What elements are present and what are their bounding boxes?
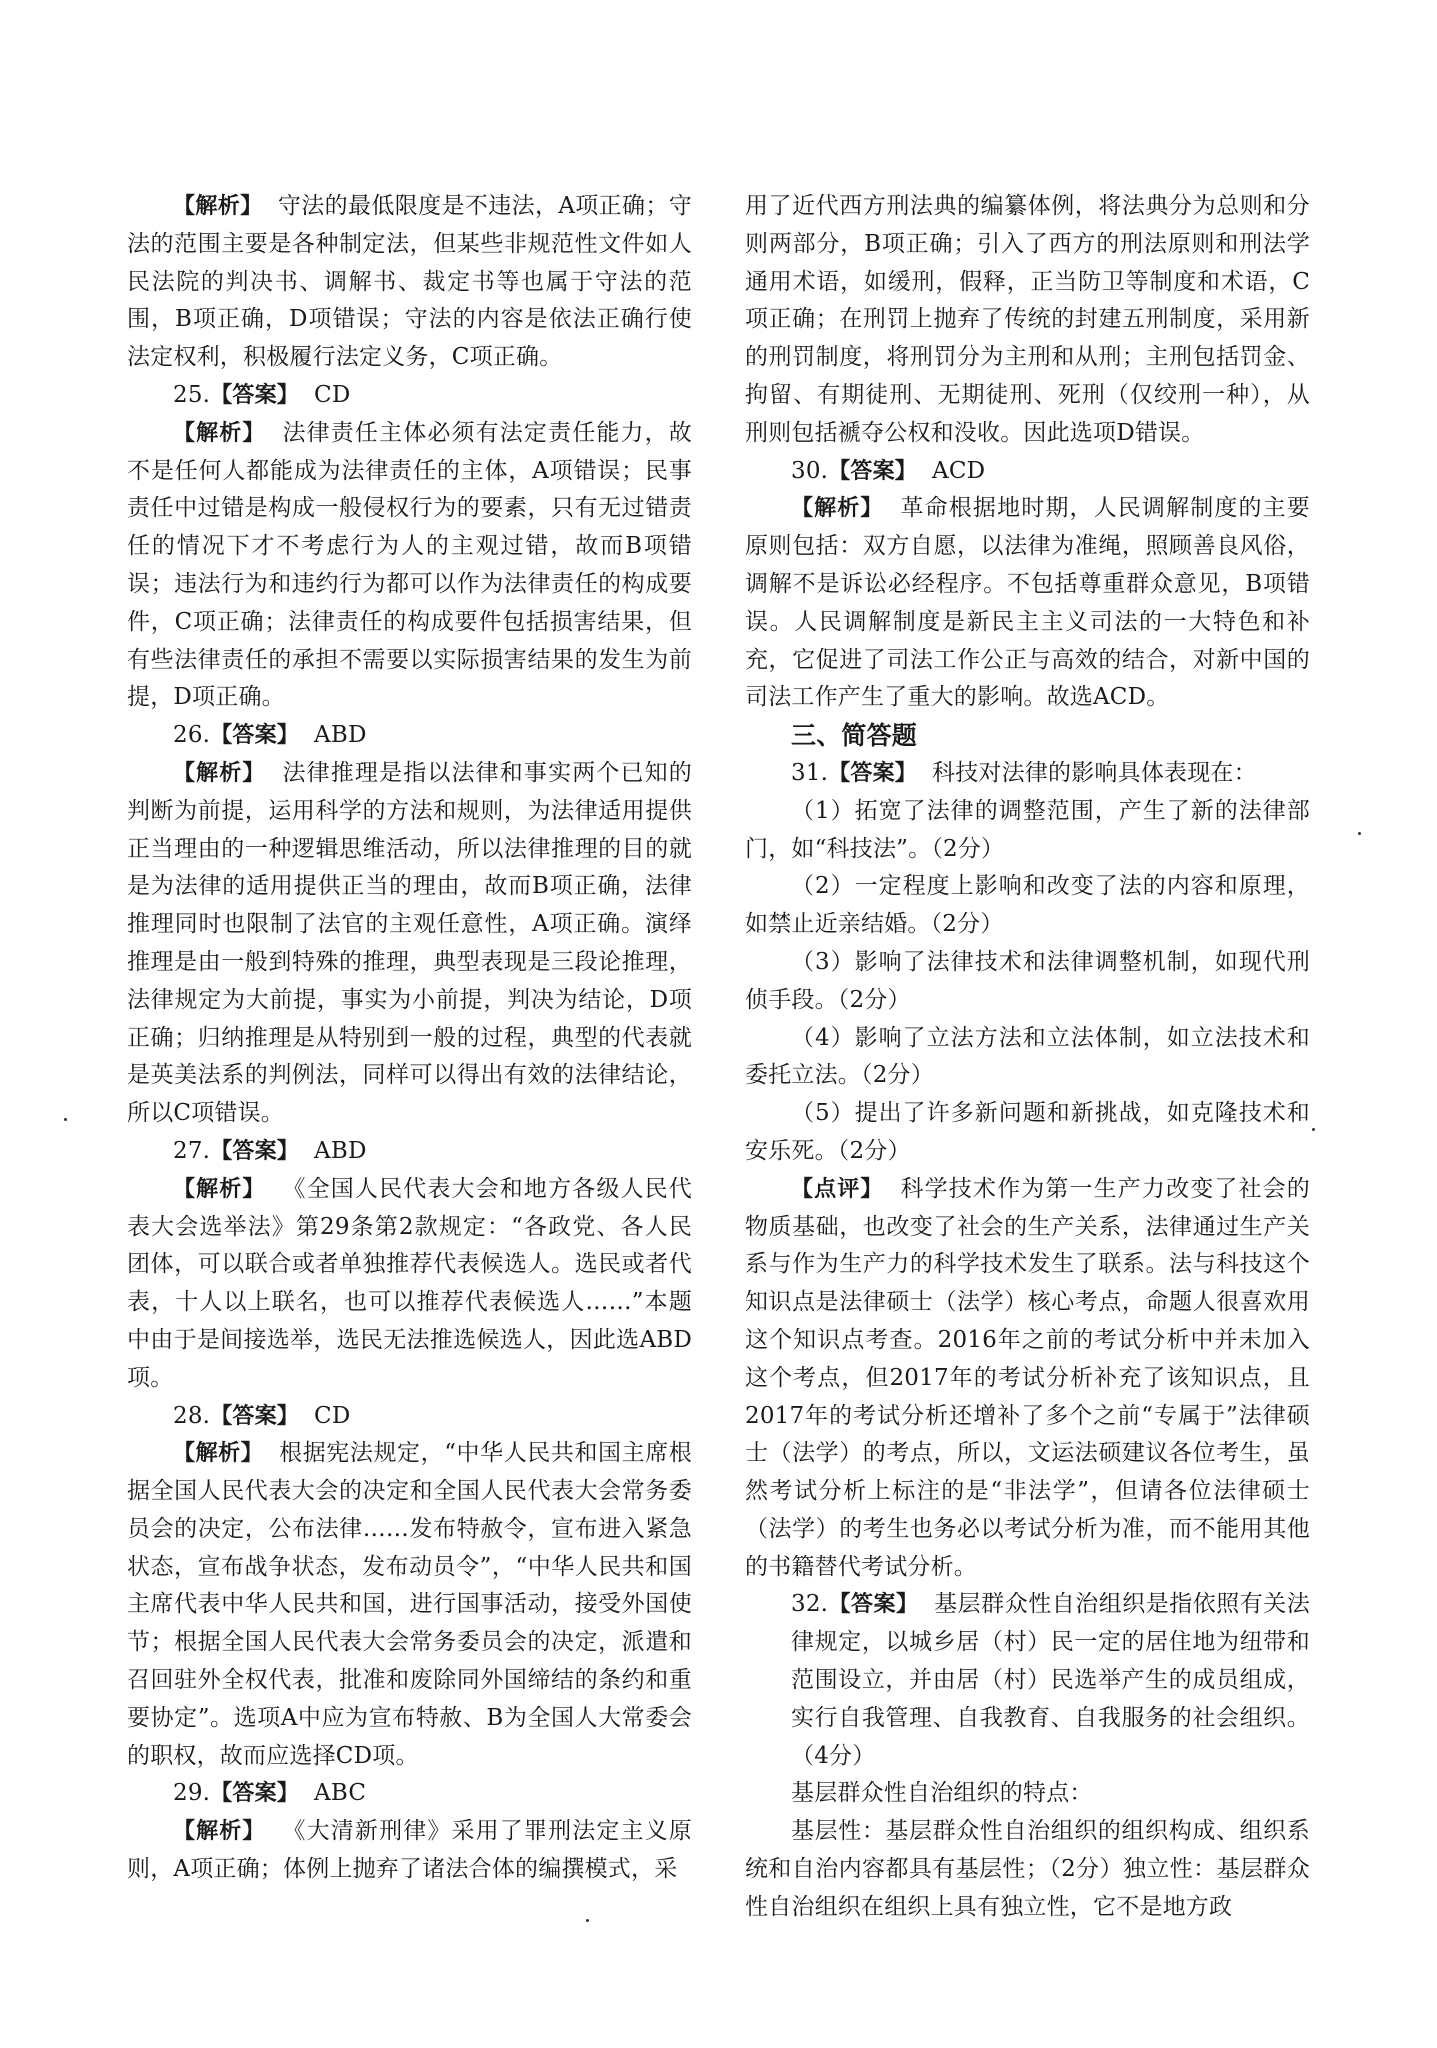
section-title: 三、简答题 [791, 721, 918, 751]
analysis-tag: 【解析】 [173, 1176, 266, 1202]
q25-answer [127, 377, 692, 415]
q28-answer [127, 1398, 692, 1436]
question-number: 31. [791, 759, 829, 786]
answer-value: CD [314, 381, 351, 408]
question-number: 29. [173, 1780, 211, 1807]
q29-analysis-continued: 用了近代西方刑法典的编纂体例，将法典分为总则和分则两部分，B项正确；引入了西方的刑法原则和刑法学通用术语，如缓刑，假释，正当防卫等制度和术语，C项正确；在刑罚上抛弃了传统的封建五刑制度，采用新的刑罚制度，将刑罚分为主刑和从刑；主刑包括罚金、拘留、有期徒刑、无期徒刑、死刑（仅绞刑一种），从刑则包括褫夺公权和没收。因此选项D错误。 [745, 193, 1310, 446]
comment-tag: 【点评】 [791, 1176, 884, 1202]
answer-tag: 【答案】 [210, 1781, 299, 1807]
q30-answer [745, 453, 1310, 491]
q31-comment [745, 1171, 1310, 1587]
q26-analysis [127, 755, 692, 1133]
analysis-tag: 【解析】 [173, 1819, 266, 1845]
q32-answer [745, 1586, 1310, 1775]
answer-tag: 【答案】 [210, 1138, 299, 1164]
answer-value: 科技对法律的影响具体表现在： [932, 759, 1257, 786]
answer-tag: 【答案】 [828, 1592, 919, 1618]
analysis-text: 《大清新刑律》采用了罪刑法定主义原则，A项正确；体例上抛弃了诸法合体的编撰模式，采 [127, 1818, 692, 1883]
answer-tag: 【答案】 [828, 760, 917, 786]
analysis-text: 《全国人民代表大会和地方各级人民代表大会选举法》第29条第2款规定：“各政党、各人民团体，可以联合或者单独推荐代表候选人。选民或者代表，十人以上联名，也可以推荐代表候选人……”本题中由于是间接选举，选民无法推选候选人，因此选ABD项。 [127, 1175, 692, 1391]
q27-answer [127, 1133, 692, 1171]
analysis-text: 法律推理是指以法律和事实两个已知的判断为前提，运用科学的方法和规则，为法律适用提供正当理由的一种逻辑思维活动，所以法律推理的目的就是为法律的适用提供正当的理由，故而B项正确，法律推理同时也限制了法官的主观任意性，A项正确。演绎推理是由一般到特殊的推理，典型表现是三段论推理，法律规定为大前提，事实为小前提，判决为结论，D项正确；归纳推理是从特别到一般的过程，典型的代表就是英美法系的判例法，同样可以得出有效的法律结论，所以C项错误。 [127, 759, 692, 1127]
answer-tag: 【答案】 [828, 458, 917, 484]
q31-item-1: （1）拓宽了法律的调整范围，产生了新的法律部门，如“科技法”。（2分） [745, 797, 1310, 862]
right-column [745, 188, 1310, 1927]
analysis-tag: 【解析】 [173, 194, 263, 219]
analysis-text: 革命根据地时期，人民调解制度的主要原则包括：双方自愿，以法律为准绳，照顾善良风俗，调解不是诉讼必经程序。不包括尊重群众意见，B项错误。人民调解制度是新民主主义司法的一大特色和补充，它促进了司法工作公正与高效的结合，对新中国的司法工作产生了重大的影响。故选ACD。 [745, 495, 1310, 711]
question-number: 28. [173, 1402, 211, 1429]
q30-analysis [745, 490, 1310, 717]
q31-answer [745, 755, 1310, 793]
answer-tag: 【答案】 [210, 1403, 299, 1429]
q29-answer [127, 1775, 692, 1813]
answer-value: ABC [314, 1780, 367, 1807]
analysis-text: 守法的最低限度是不违法，A项正确；守法的范围主要是各种制定法，但某些非规范性文件如人民法院的判决书、调解书、裁定书等也属于守法的范围，B项正确，D项错误；守法的内容是依法正确行使法定权利，积极履行法定义务，C项正确。 [127, 193, 692, 371]
question-number: 27. [173, 1137, 211, 1164]
q31-item-2: （2）一定程度上影响和改变了法的内容和原理，如禁止近亲结婚。（2分） [745, 873, 1310, 938]
q26-answer [127, 717, 692, 755]
analysis-tag: 【解析】 [173, 760, 266, 786]
left-column [127, 188, 692, 1889]
analysis-tag: 【解析】 [173, 420, 266, 446]
q32-features-title: 基层群众性自治组织的特点： [791, 1780, 1093, 1807]
answer-value: ABD [314, 1137, 367, 1164]
answer-tag: 【答案】 [210, 723, 299, 749]
answer-tag: 【答案】 [210, 382, 299, 408]
q28-analysis [127, 1435, 692, 1775]
q27-analysis [127, 1171, 692, 1398]
analysis-text: 法律责任主体必须有法定责任能力，故不是任何人都能成为法律责任的主体，A项错误；民事责任中过错是构成一般侵权行为的要素，只有无过错责任的情况下才不考虑行为人的主观过错，故而B项错误；违法行为和违约行为都可以作为法律责任的构成要件，C项正确；法律责任的构成要件包括损害结果，但有些法律责任的承担不需要以实际损害结果的发生为前提，D项正确。 [127, 419, 692, 711]
scan-speck [64, 1118, 67, 1121]
question-number: 32. [791, 1591, 829, 1618]
q29-analysis [127, 1813, 692, 1889]
answer-value: 基层群众性自治组织是指依照有关法律规定，以城乡居（村）民一定的居住地为纽带和范围设立，并由居（村）民选举产生的成员组成，实行自我管理、自我教育、自我服务的社会组织。（4分） [791, 1591, 1310, 1769]
q31-item-5: （5）提出了许多新问题和新挑战，如克隆技术和安乐死。（2分） [745, 1100, 1310, 1164]
comment-text: 科学技术作为第一生产力改变了社会的物质基础，也改变了社会的生产关系，法律通过生产关系与作为生产力的科学技术发生了联系。法与科技这个知识点是法律硕士（法学）核心考点，命题人很喜欢用这个知识点考查。2016年之前的考试分析中并未加入这个考点，但2017年的考试分析补充了该知识点，且2017年的考试分析还增补了多个之前“专属于”法律硕士（法学）的考点，所以，文运法硕建议各位考生，虽然考试分析上标注的是“非法学”，但请各位法律硕士（法学）的考生也务必以考试分析为准，而不能用其他的书籍替代考试分析。 [745, 1175, 1310, 1580]
answer-value: ABD [314, 722, 367, 749]
q31-item-4: （4）影响了立法方法和立法体制，如立法技术和委托立法。（2分） [745, 1024, 1310, 1089]
question-number: 30. [791, 457, 829, 484]
scan-speck [586, 1919, 589, 1922]
scan-speck [1358, 832, 1361, 835]
answer-value: CD [314, 1402, 351, 1429]
answer-value: ACD [932, 457, 986, 484]
q32-features: 基层性：基层群众性自治组织的组织构成、组织系统和自治内容都具有基层性；（2分）独立性：基层群众性自治组织在组织上具有独立性，它不是地方政 [745, 1818, 1310, 1920]
question-number: 26. [173, 722, 211, 749]
analysis-text: 根据宪法规定，“中华人民共和国主席根据全国人民代表大会的决定和全国人民代表大会常务委员会的决定，公布法律……发布特赦令，宣布进入紧急状态，宣布战争状态，发布动员令”，“中华人民共和国主席代表中华人民共和国，进行国事活动，接受外国使节；根据全国人民代表大会常务委员会的决定，派遣和召回驻外全权代表，批准和废除同外国缔结的条约和重要协定”。选项A中应为宣布特赦、B为全国人大常委会的职权，故而应选择CD项。 [127, 1440, 693, 1769]
question-number: 25. [173, 381, 211, 408]
analysis-tag: 【解析】 [173, 1441, 264, 1467]
q31-item-3: （3）影响了法律技术和法律调整机制，如现代刑侦手段。（2分） [745, 948, 1310, 1013]
q24-analysis [127, 188, 692, 377]
q25-analysis [127, 415, 692, 717]
scan-speck [1312, 1128, 1315, 1131]
analysis-tag: 【解析】 [791, 496, 884, 522]
